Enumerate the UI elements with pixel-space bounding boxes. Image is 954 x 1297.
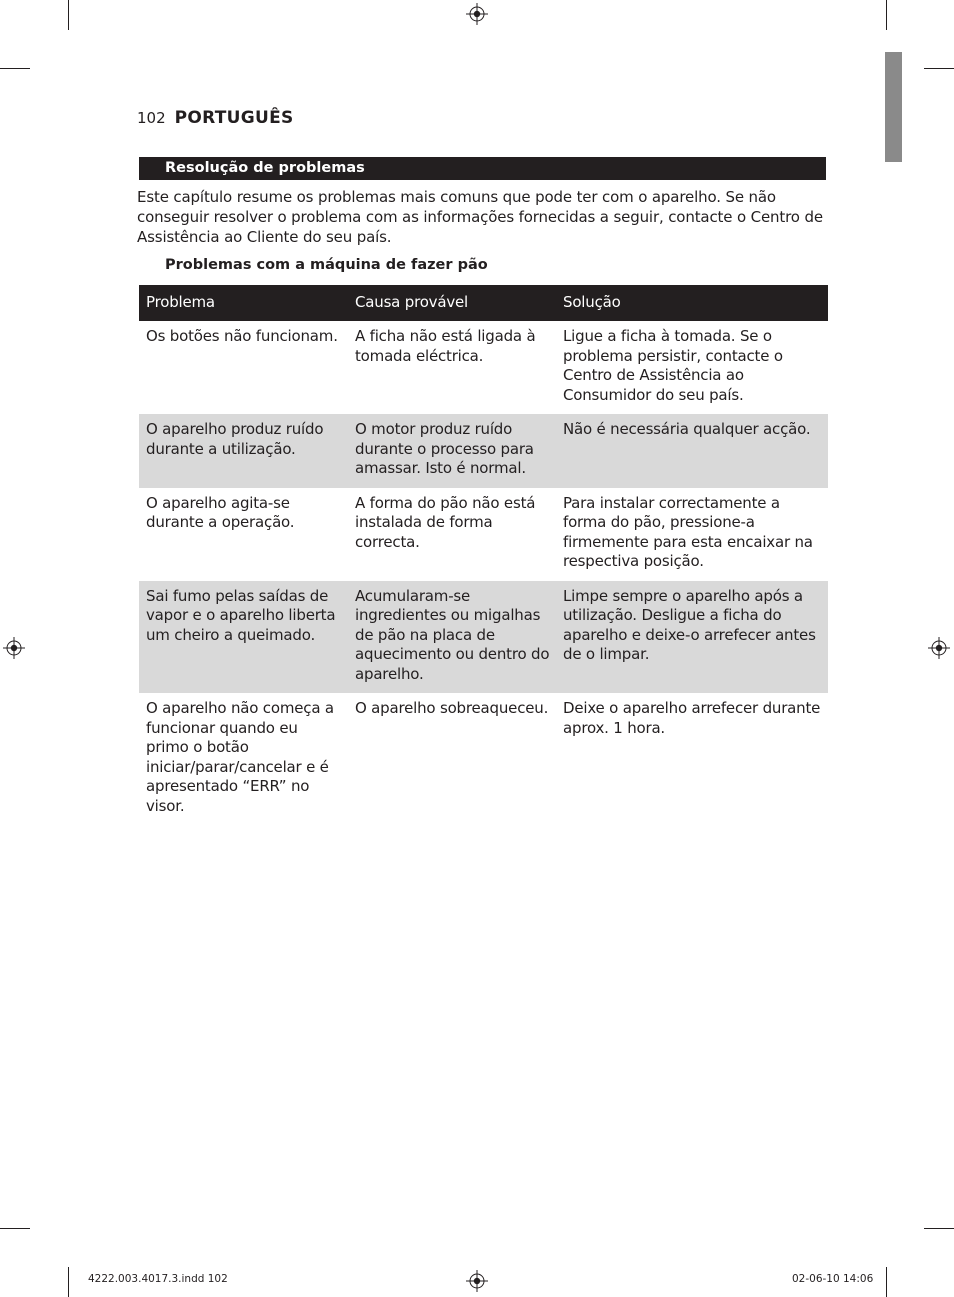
- solution-cell: Não é necessária qualquer acção.: [556, 414, 828, 488]
- problem-cell: O aparelho não começa a funcionar quando eu primo o botão iniciar/parar/cancelar e é apresentado “ERR” no visor.: [146, 699, 334, 815]
- crop-mark-top-right-horizontal: [924, 68, 954, 69]
- cause-cell: A ficha não está ligada à tomada eléctrica.: [355, 327, 536, 365]
- footer-date-label: 02-06-10 14:06: [792, 1273, 874, 1285]
- cause-cell: Acumularam-se ingredientes ou migalhas de pão na placa de aquecimento ou dentro do aparelho.: [348, 581, 556, 694]
- crop-mark-bottom-right-horizontal: [924, 1228, 954, 1229]
- problem-cell: O aparelho produz ruído durante a utilização.: [139, 414, 348, 488]
- crop-mark-bottom-left-vertical: [68, 1267, 69, 1297]
- crop-mark-bottom-left-horizontal: [0, 1228, 30, 1229]
- registration-mark-right-icon: [928, 637, 950, 659]
- cause-cell: O motor produz ruído durante o processo para amassar. Isto é normal.: [348, 414, 556, 488]
- column-header-cause: Causa provável: [348, 285, 556, 321]
- table-row: [139, 414, 828, 488]
- cause-cell: O aparelho sobreaqueceu.: [355, 699, 549, 717]
- registration-mark-bottom-icon: [466, 1270, 488, 1292]
- column-header-solution: Solução: [556, 285, 828, 321]
- table-header-row: [139, 285, 828, 321]
- language-heading: PORTUGUÊS: [174, 108, 294, 128]
- registration-mark-top-icon: [466, 3, 488, 25]
- crop-mark-top-left-horizontal: [0, 68, 30, 69]
- table-row: [139, 321, 828, 414]
- crop-mark-bottom-right-vertical: [886, 1267, 887, 1297]
- intro-paragraph: Este capítulo resume os problemas mais comuns que pode ter com o aparelho. Se não conseguir resolver o problema com as informações fornecidas a seguir, contacte o Centro de Assistência ao Cliente do seu país.: [137, 188, 823, 246]
- troubleshooting-table: [139, 285, 828, 825]
- footer-file-label: 4222.003.4017.3.indd 102: [88, 1273, 228, 1285]
- solution-cell: Limpe sempre o aparelho após a utilização. Desligue a ficha do aparelho e deixe-o arrefecer antes de o limpar.: [556, 581, 828, 694]
- table-row: [139, 581, 828, 694]
- crop-mark-top-left-vertical: [68, 0, 69, 30]
- page-header: [137, 108, 294, 128]
- solution-cell: Deixe o aparelho arrefecer durante aprox. 1 hora.: [563, 699, 821, 737]
- language-side-tab: [885, 52, 902, 162]
- solution-cell: Ligue a ficha à tomada. Se o problema persistir, contacte o Centro de Assistência ao Consumidor do seu país.: [563, 327, 783, 404]
- solution-cell: Para instalar correctamente a forma do pão, pressione-a firmemente para esta encaixar na respectiva posição.: [563, 493, 813, 570]
- crop-mark-top-right-vertical: [886, 0, 887, 30]
- registration-mark-left-icon: [3, 637, 25, 659]
- problem-cell: O aparelho agita-se durante a operação.: [146, 493, 295, 531]
- problem-cell: Os botões não funcionam.: [146, 327, 338, 345]
- problem-cell: Sai fumo pelas saídas de vapor e o aparelho liberta um cheiro a queimado.: [139, 581, 348, 694]
- table-row: [139, 693, 828, 825]
- section-title: Resolução de problemas: [139, 157, 826, 180]
- page-number: 102: [137, 109, 166, 127]
- table-row: [139, 488, 828, 581]
- column-header-problem: Problema: [139, 285, 348, 321]
- subheading: Problemas com a máquina de fazer pão: [165, 257, 488, 273]
- cause-cell: A forma do pão não está instalada de forma correcta.: [355, 493, 536, 551]
